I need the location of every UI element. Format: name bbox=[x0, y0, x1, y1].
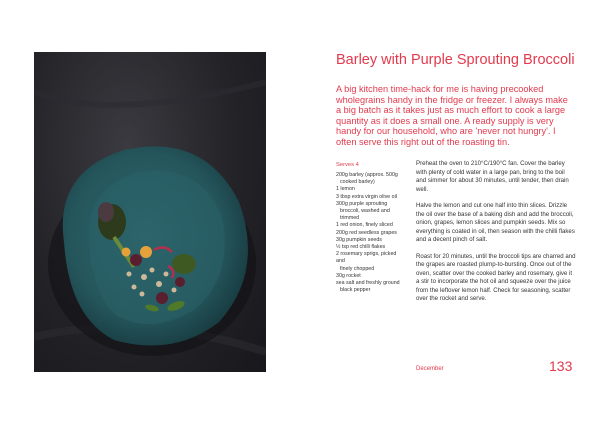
ingredient-item: 30g rocket bbox=[336, 272, 361, 279]
method-step: Halve the lemon and cut one half into thin slices. Drizzle the oil over the base of a baking dish and add the broccoli, onion, grapes, lemon slices and pumpkin seeds. Mix so everything is coated in oil, then season with the chilli flakes and a decent pinch of salt. bbox=[416, 202, 575, 243]
serves-label: Serves 4 bbox=[336, 162, 359, 168]
recipe-intro: A big kitchen time-hack for me is having precooked wholegrains handy in the fridge or freezer. I always make a big batch as it takes just as much effort to cook a large quantity as it does a small one. A ready supply is very handy for our household, who are 'never not hungry'. I often serve this right out of the roasting tin. bbox=[336, 84, 568, 147]
method-step: Roast for 20 minutes, until the broccoli tips are charred and the grapes are roasted plump-to-bursting. Once out of the oven, scatter over the cooked barley and rosemary, give it a stir to incorporate the hot oil and squeeze over the juice from the leftover lemon half. Check for seasoning, scatter over the rocket and serve. bbox=[416, 252, 576, 302]
ingredient-item: 200g red seedless grapes bbox=[336, 229, 397, 236]
dish-photo bbox=[34, 52, 266, 372]
ingredient-item: ½ tsp red chilli flakes bbox=[336, 244, 386, 251]
method-text bbox=[416, 160, 576, 312]
ingredient-item: 1 red onion, finely sliced bbox=[336, 222, 393, 229]
ingredient-item: 200g barley (approx. 500g cooked barley) bbox=[336, 172, 398, 186]
ingredient-item: sea salt and freshly ground black pepper bbox=[336, 280, 400, 294]
ingredient-item: 3 tbsp extra virgin olive oil bbox=[336, 193, 397, 200]
ingredient-item: 30g pumpkin seeds bbox=[336, 236, 382, 243]
dish-illustration bbox=[34, 52, 266, 372]
section-label: December bbox=[416, 366, 444, 372]
recipe-title: Barley with Purple Sprouting Broccoli bbox=[336, 52, 575, 68]
method-step: Preheat the oven to 210°C/190°C fan. Cover the barley with plenty of cold water in a large pan, bring to the boil and simmer for about 30 minutes, until tender, then drain well. bbox=[416, 160, 569, 193]
ingredient-item: 2 rosemary sprigs, picked and finely chopped bbox=[336, 251, 397, 272]
ingredient-item: 1 lemon bbox=[336, 186, 355, 193]
ingredient-item: 300g purple sprouting broccoli, washed and trimmed bbox=[336, 200, 390, 222]
ingredient-list bbox=[336, 172, 402, 294]
page-number: 133 bbox=[549, 358, 573, 374]
